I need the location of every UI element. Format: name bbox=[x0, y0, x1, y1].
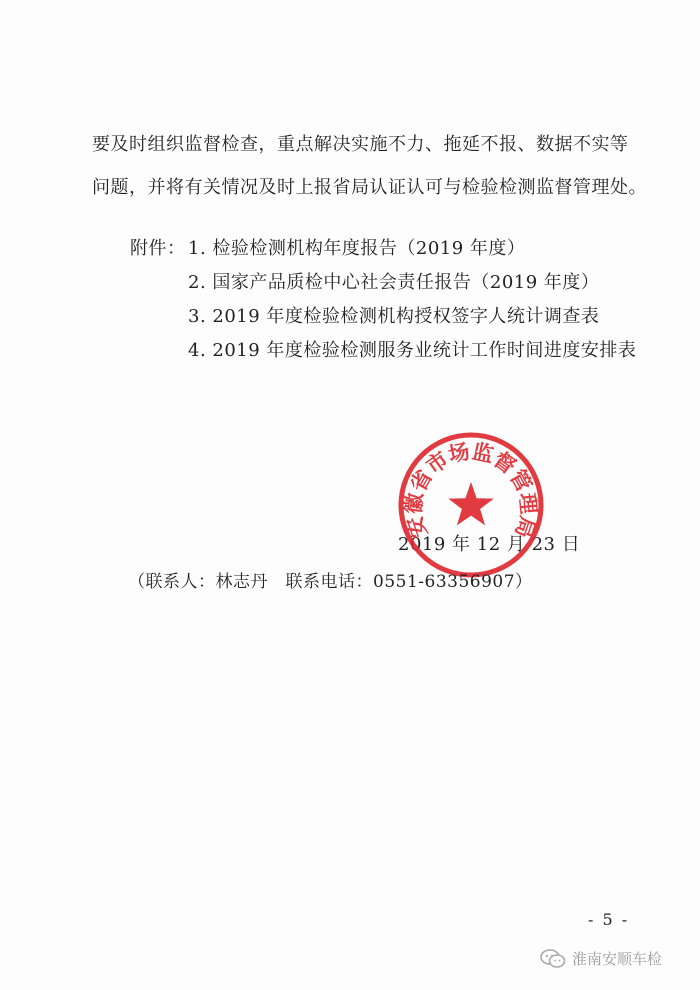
official-seal bbox=[396, 430, 546, 580]
attachment-item-3: 3. 2019 年度检验检测机构授权签字人统计调查表 bbox=[188, 306, 600, 327]
attachment-item-4: 4. 2019 年度检验检测服务业统计工作时间进度安排表 bbox=[188, 340, 637, 361]
body-paragraph-line-2: 问题，并将有关情况及时上报省局认证认可与检验检测监督管理处。 bbox=[92, 177, 647, 198]
star-icon bbox=[448, 482, 494, 525]
attachment-item-2: 2. 国家产品质检中心社会责任报告（2019 年度） bbox=[188, 272, 600, 293]
attachments-label: 附件： bbox=[130, 238, 186, 259]
body-paragraph-line-1: 要及时组织监督检查，重点解决实施不力、拖延不报、数据不实等 bbox=[92, 134, 629, 155]
watermark bbox=[540, 948, 662, 969]
contact-info: （联系人：林志丹 联系电话：0551-63356907） bbox=[128, 572, 533, 592]
svg-text:安徽省市场监督管理局: 安徽省市场监督管理局 bbox=[400, 438, 542, 542]
wechat-icon bbox=[540, 949, 566, 969]
watermark-text: 淮南安顺车检 bbox=[572, 950, 663, 968]
issue-date: 2019 年 12 月 23 日 bbox=[398, 534, 581, 555]
attachment-item-1: 1. 检验检测机构年度报告（2019 年度） bbox=[188, 238, 526, 259]
page-number: - 5 - bbox=[588, 910, 630, 929]
